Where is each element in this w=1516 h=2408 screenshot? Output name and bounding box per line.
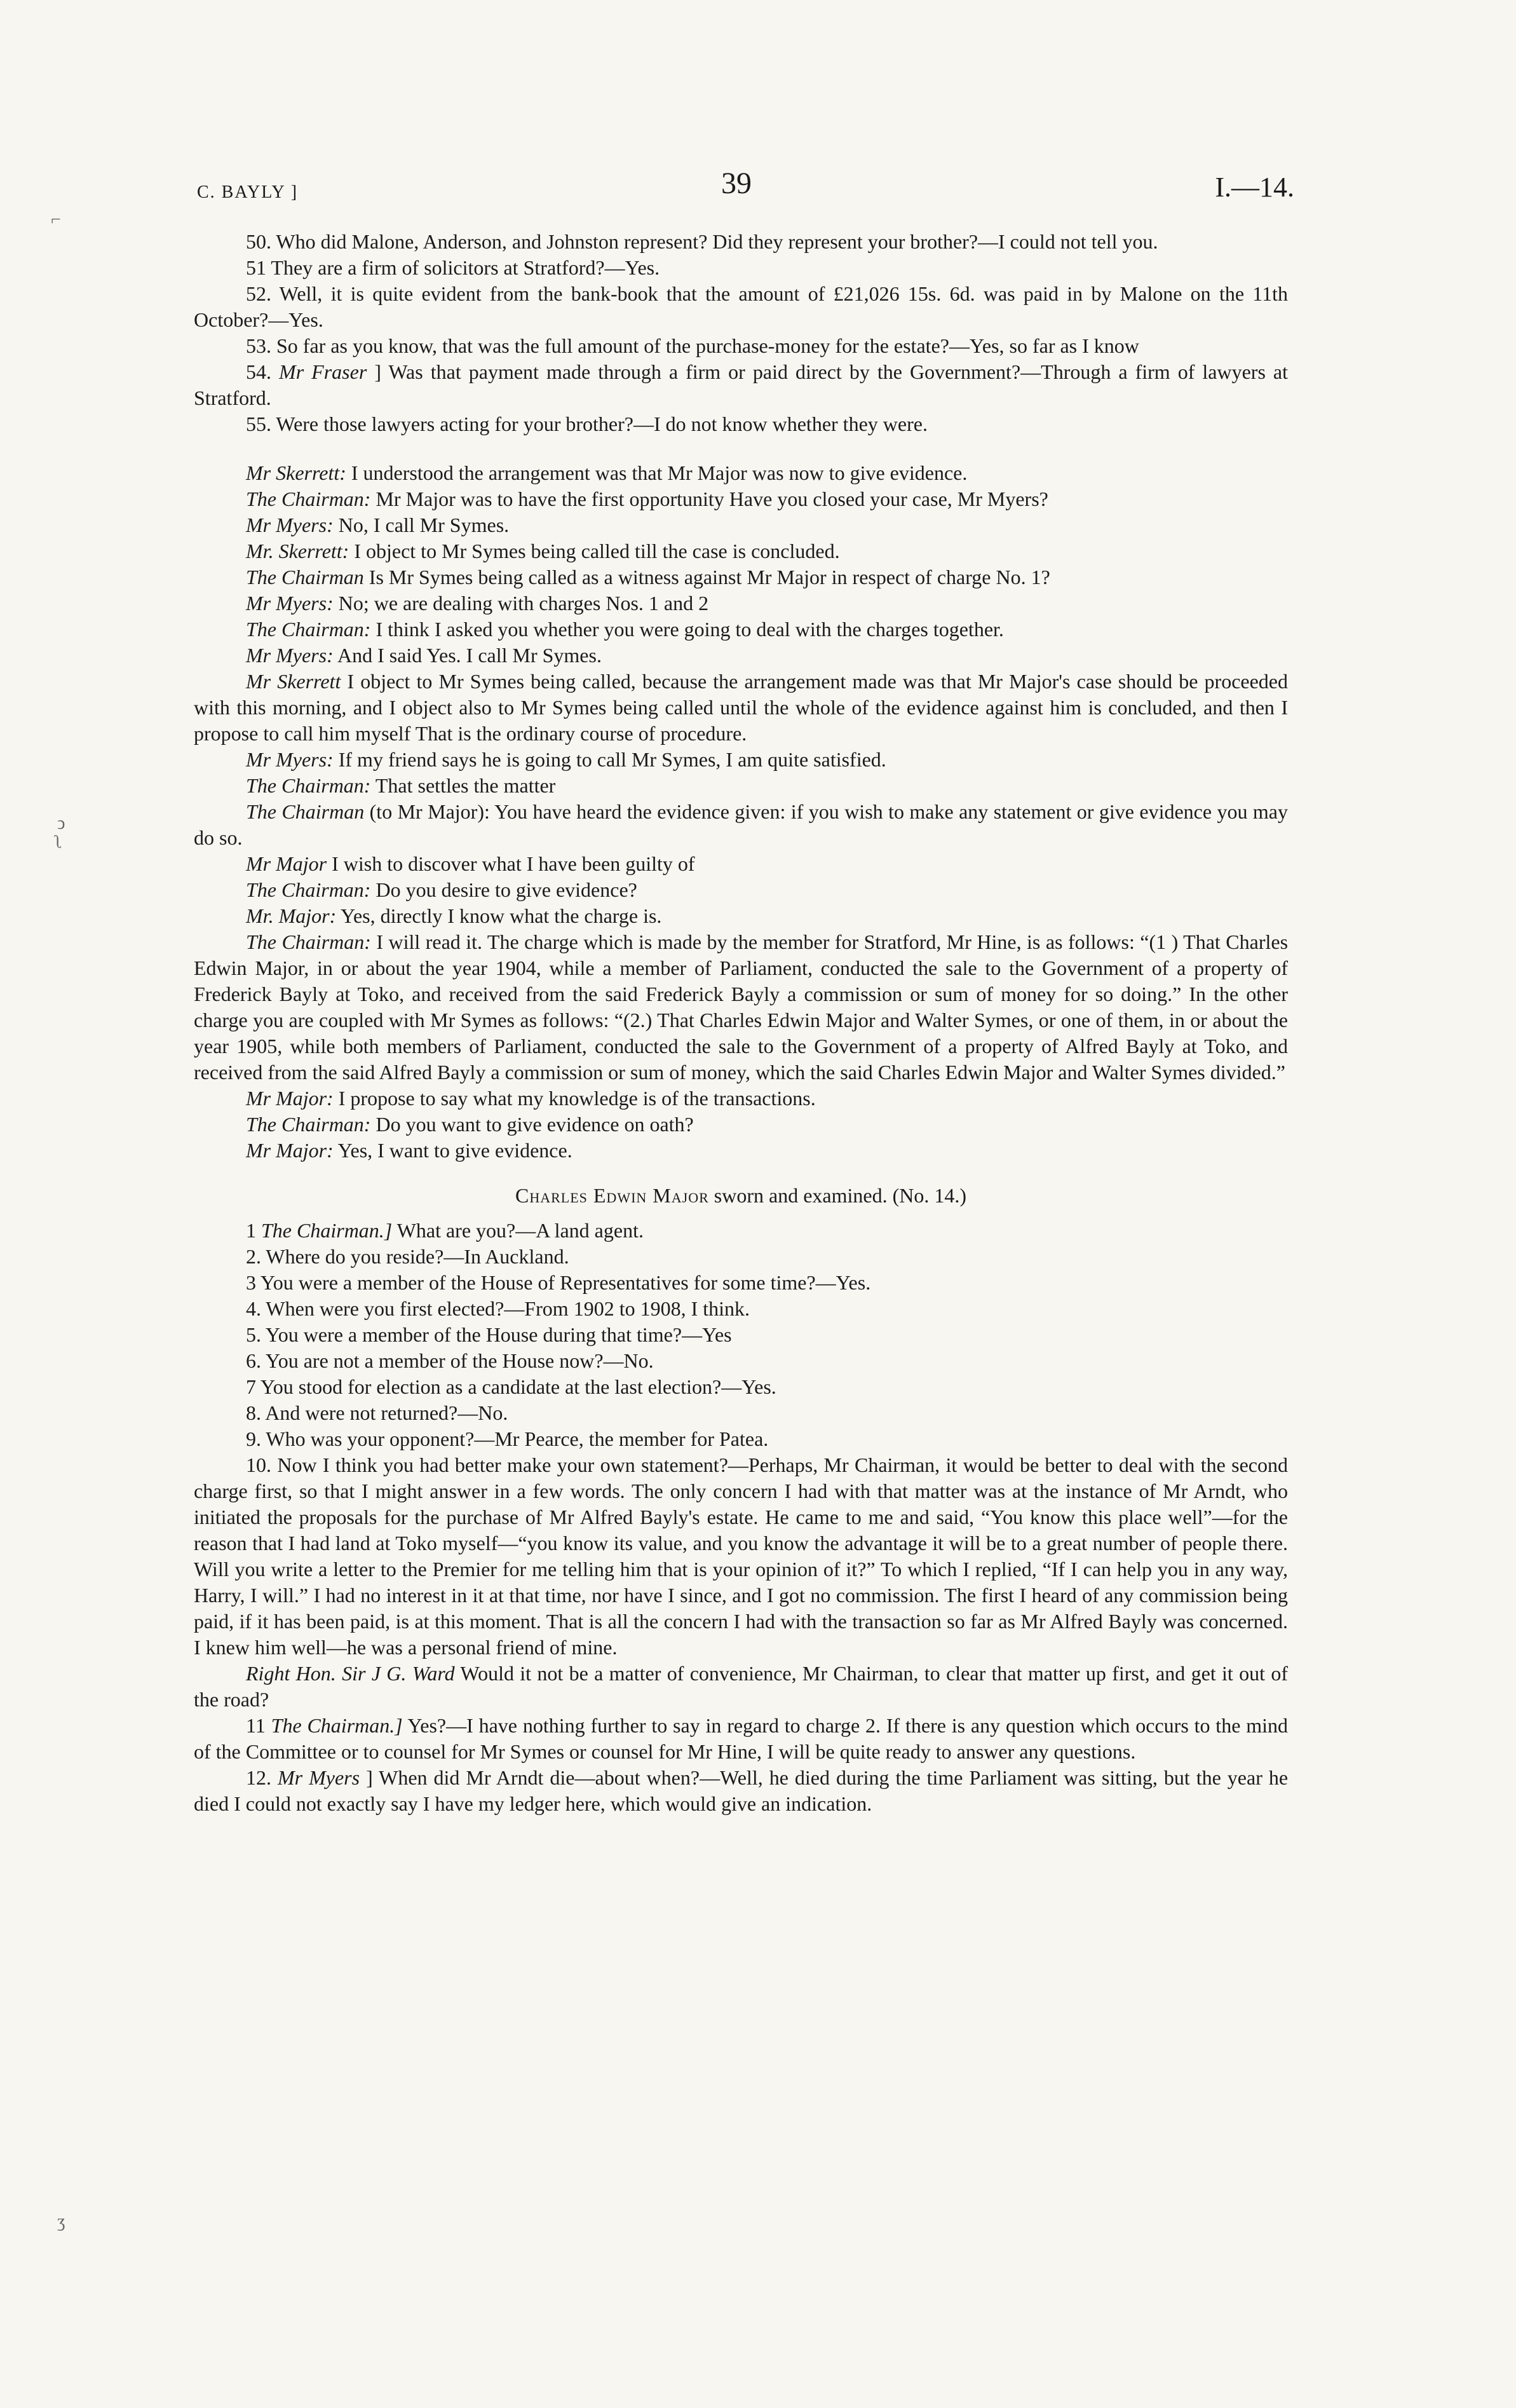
document-page (194, 167, 1294, 1817)
question-paragraph (194, 1270, 1288, 1296)
paragraph-text: 51 They are a firm of solicitors at Stratford?—Yes. (246, 256, 660, 279)
dialogue-paragraph (194, 877, 1288, 903)
speaker-name: The Chairman: (246, 487, 371, 510)
question-number: 54. (246, 360, 271, 383)
question-paragraph (194, 1296, 1288, 1322)
paragraph-text: If my friend says he is going to call Mr Symes, I am quite satisfied. (338, 748, 886, 771)
speaker-name: Mr Major: (246, 1087, 334, 1110)
speaker-name: Mr. Skerrett: (246, 540, 349, 562)
paragraph-text: ] When did Mr Arndt die—about when?—Well, he died during the time Parliament was sitting, but the year he died I could not exactly say I have my ledger here, which would give an indication. (194, 1766, 1289, 1815)
question-paragraph (194, 1426, 1288, 1452)
question-paragraph (194, 1244, 1288, 1270)
paragraph-text: Yes, I want to give evidence. (337, 1139, 572, 1162)
speaker-name: Mr Myers: (246, 644, 334, 667)
paragraph-text: Do you desire to give evidence? (376, 878, 637, 901)
margin-mark: ʅ (55, 833, 63, 852)
paragraph-text: 55. Were those lawyers acting for your brother?—I do not know whether they were. (246, 412, 928, 435)
speaker-name: The Chairman: (246, 878, 371, 901)
dialogue-paragraph (194, 538, 1288, 564)
dialogue-paragraph (194, 799, 1288, 851)
paragraph-text: 50. Who did Malone, Anderson, and Johnston represent? Did they represent your brother?—I could not tell you. (246, 230, 1158, 253)
paragraph-text: 4. When were you first elected?—From 1902 to 1908, I think. (246, 1297, 750, 1320)
question-number: 11 (246, 1714, 266, 1737)
paragraph-text: I propose to say what my knowledge is of the transactions. (338, 1087, 816, 1110)
speaker-name: The Chairman (246, 800, 365, 823)
speaker-name: The Chairman (246, 566, 364, 588)
speaker-name: Mr Myers: (246, 514, 334, 536)
question-number: 12. (246, 1766, 271, 1789)
paragraph-text: Do you want to give evidence on oath? (376, 1113, 694, 1136)
paragraph-text: Would it not be a matter of convenience, Mr Chairman, to clear that matter up first, and get it out of the road? (194, 1662, 1289, 1711)
speaker-name: Mr Myers: (246, 592, 334, 615)
question-paragraph (194, 333, 1288, 359)
speaker-name: Mr Major: (246, 1139, 334, 1162)
page-header (194, 167, 1294, 215)
dialogue-paragraph (194, 747, 1288, 773)
paragraph-text: Yes, directly I know what the charge is. (341, 904, 662, 927)
page-number: 39 (721, 167, 752, 200)
witness-name: Charles Edwin Major (515, 1184, 709, 1207)
paragraph-text: I object to Mr Symes being called, because the arrangement made was that Mr Major's case should be proceeded with this morning, and I object also to Mr Symes being called until the whole of the evidence against him is concluded, and then I propose to call him myself That is the ordinary course of procedure. (194, 670, 1288, 745)
running-head: C. BAYLY ] (197, 182, 299, 202)
dialogue-paragraph (194, 903, 1288, 929)
speaker-name: Mr Fraser (279, 360, 367, 383)
paragraph-text: No, I call Mr Symes. (338, 514, 510, 536)
question-paragraph (194, 1322, 1288, 1348)
paragraph-text: That settles the matter (375, 774, 556, 797)
paragraph-text: I wish to discover what I have been guilty of (332, 852, 695, 875)
witness-heading (194, 1183, 1288, 1209)
paragraph-text: 9. Who was your opponent?—Mr Pearce, the member for Patea. (246, 1427, 769, 1450)
speaker-name: Mr Skerrett (246, 670, 341, 693)
speaker-name: The Chairman: (246, 1113, 371, 1136)
speaker-name: Mr. Major: (246, 904, 337, 927)
speaker-name: Mr Myers: (246, 748, 334, 771)
paragraph-text: And I said Yes. I call Mr Symes. (337, 644, 602, 667)
paragraph-text: 52. Well, it is quite evident from the bank-book that the amount of £21,026 15s. 6d. was paid in by Malone on the 11th October?—Yes. (194, 282, 1288, 331)
paragraph-text: (to Mr Major): You have heard the evidence given: if you wish to make any statement or give evidence you may do so. (194, 800, 1289, 849)
speaker-name: The Chairman: (246, 930, 371, 953)
paragraph-text: ] Was that payment made through a firm or paid direct by the Government?—Through a firm of lawyers at Stratford. (194, 360, 1289, 409)
dialogue-paragraph (194, 929, 1288, 1085)
speaker-name: Mr Major (246, 852, 327, 875)
paragraph-text: I object to Mr Symes being called till the case is concluded. (354, 540, 840, 562)
paragraph-text: Mr Major was to have the first opportunity Have you closed your case, Mr Myers? (376, 487, 1048, 510)
margin-mark: ʒ (57, 2212, 65, 2231)
speaker-name: Right Hon. Sir J G. Ward (246, 1662, 455, 1685)
question-paragraph (194, 1452, 1288, 1661)
speaker-name: The Chairman.] (261, 1219, 393, 1242)
question-paragraph (194, 281, 1288, 333)
paragraph-text: Is Mr Symes being called as a witness against Mr Major in respect of charge No. 1? (369, 566, 1050, 588)
dialogue-paragraph (194, 1112, 1288, 1138)
paragraph-text: 10. Now I think you had better make your own statement?—Perhaps, Mr Chairman, it would be better to deal with the second charge first, so that I might answer in a few words. The only concern I had with that matter was at the instance of Mr Arndt, who initiated the proposals for the purchase of Mr Alfred Bayly's estate. He came to me and said, “You know this place well”—for the reason that I had land at Toko myself—“you know its value, and you know the advantage it will be to a great number of people there. Will you write a letter to the Premier for me telling him that is your opinion of it?” To which I replied, “If I can help you in any way, Harry, I will.” I had no interest in it at that time, nor have I since, and I got no commission. The first I heard of any commission being paid, if it has been paid, is at this moment. That is all the concern I had with the transaction so far as Mr Alfred Bayly was concerned. I knew him well—he was a personal friend of mine. (194, 1453, 1288, 1659)
dialogue-paragraph (194, 1085, 1288, 1112)
question-paragraph (194, 1400, 1288, 1426)
paragraph-text: 3 You were a member of the House of Representatives for some time?—Yes. (246, 1271, 871, 1294)
speaker-name: The Chairman: (246, 774, 371, 797)
question-paragraph (194, 1218, 1288, 1244)
margin-mark: ͻ (57, 813, 65, 833)
question-paragraph (194, 255, 1288, 281)
dialogue-paragraph (194, 1138, 1288, 1164)
speaker-name: Mr Skerrett: (246, 461, 346, 484)
dialogue-paragraph (194, 460, 1288, 486)
dialogue-paragraph (194, 643, 1288, 669)
questions-50-55 (194, 229, 1288, 437)
question-paragraph (194, 1713, 1288, 1765)
paragraph-text: 2. Where do you reside?—In Auckland. (246, 1245, 569, 1268)
paragraph-text: 6. You are not a member of the House now?—No. (246, 1349, 654, 1372)
paragraph-text: I think I asked you whether you were going to deal with the charges together. (376, 618, 1004, 641)
examination-questions (194, 1218, 1288, 1817)
question-paragraph (194, 1348, 1288, 1374)
paragraph-text: 53. So far as you know, that was the full amount of the purchase-money for the estate?—Yes, so far as I know (246, 334, 1139, 357)
question-number: 1 (246, 1219, 256, 1242)
witness-heading-rest: sworn and examined. (No. 14.) (714, 1184, 967, 1207)
paragraph-text: 7 You stood for election as a candidate at the last election?—Yes. (246, 1375, 776, 1398)
dialogue-paragraph (194, 590, 1288, 616)
dialogue-paragraph (194, 851, 1288, 877)
paragraph-text: 5. You were a member of the House during that time?—Yes (246, 1323, 732, 1346)
document-code: I.—14. (1215, 172, 1294, 203)
paragraph-text: What are you?—A land agent. (396, 1219, 644, 1242)
paragraph-text: I understood the arrangement was that Mr Major was now to give evidence. (351, 461, 968, 484)
speaker-name: The Chairman: (246, 618, 371, 641)
dialogue-paragraph (194, 669, 1288, 747)
question-paragraph (194, 359, 1288, 411)
paragraph-text: I will read it. The charge which is made by the member for Stratford, Mr Hine, is as follows: “(1 ) That Charles Edwin Major, in or about the year 1904, while a member of Parliament, conducted the sale to the Government of a property of Frederick Bayly at Toko, and received from the said Frederick Bayly a commission or sum of money for so doing.” In the other charge you are coupled with Mr Symes as follows: “(2.) That Charles Edwin Major and Walter Symes, or one of them, in or about the year 1905, while both members of Parliament, conducted the sale to the Government of a property of Alfred Bayly at Toko, and received from the said Alfred Bayly a commission or sum of money, which the said Charles Edwin Major and Walter Symes divided.” (194, 930, 1289, 1084)
dialogue-paragraph (194, 773, 1288, 799)
dialogue-paragraph (194, 486, 1288, 512)
question-paragraph (194, 411, 1288, 437)
question-paragraph (194, 1765, 1288, 1817)
question-paragraph (194, 229, 1288, 255)
speaker-name: Mr Myers (278, 1766, 360, 1789)
paragraph-text: Yes?—I have nothing further to say in regard to charge 2. If there is any question which occurs to the mind of the Committee or to counsel for Mr Symes or counsel for Mr Hine, I will be quite ready to answer any questions. (194, 1714, 1289, 1763)
speaker-name: The Chairman.] (271, 1714, 403, 1737)
dialogue-paragraph (194, 512, 1288, 538)
paragraph-text: No; we are dealing with charges Nos. 1 and 2 (338, 592, 709, 615)
proceedings-dialogue (194, 460, 1288, 1164)
dialogue-paragraph (194, 616, 1288, 643)
margin-mark: ⌐ (51, 210, 61, 229)
dialogue-paragraph (194, 564, 1288, 590)
paragraph-text: 8. And were not returned?—No. (246, 1401, 508, 1424)
question-paragraph (194, 1661, 1288, 1713)
question-paragraph (194, 1374, 1288, 1400)
